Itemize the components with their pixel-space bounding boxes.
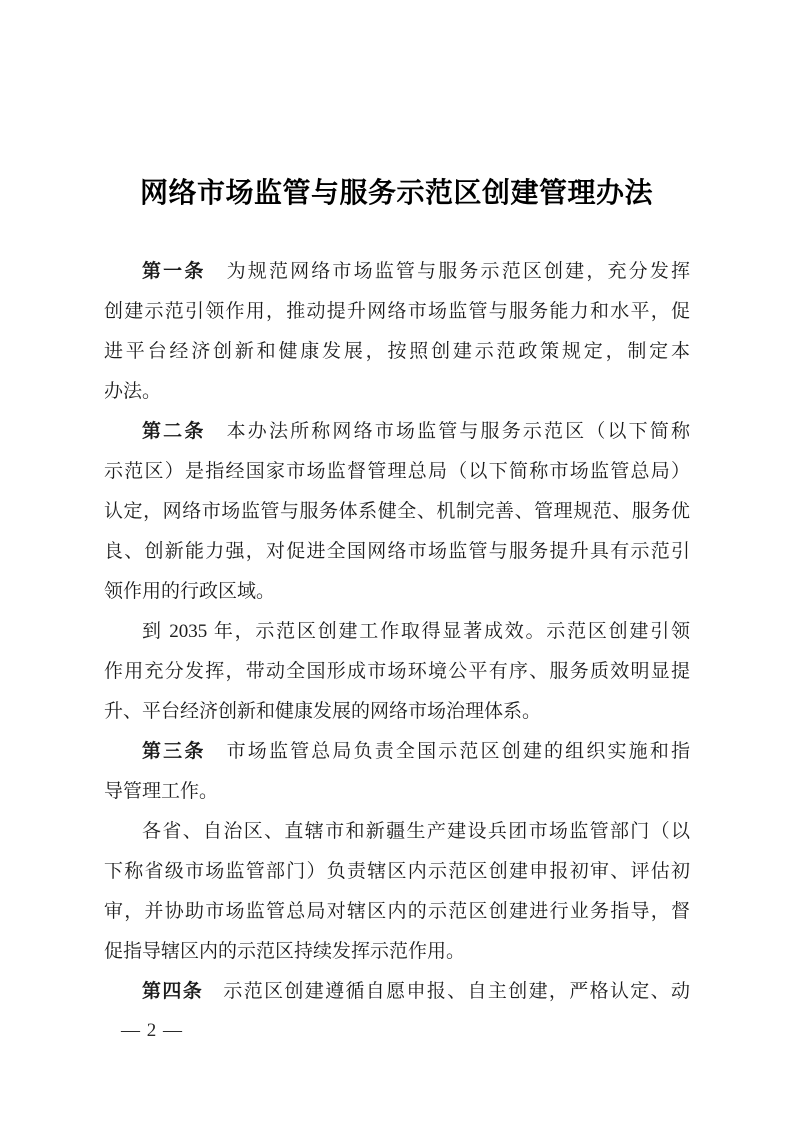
document-body [104,252,690,1012]
paragraph-line [104,372,690,412]
line-text: 本办法所称网络市场监管与服务示范区（以下简称 [205,421,690,442]
line-text: 下称省级市场监管部门）负责辖区内示范区创建申报初审、评估初 [104,861,690,882]
paragraph-line [104,852,690,892]
paragraph-line [104,572,690,612]
paragraph-line [104,692,690,732]
page-number: — 2 — [121,1020,183,1041]
paragraph-first-line [104,252,690,292]
line-text: 良、创新能力强，对促进全国网络市场监管与服务提升具有示范引 [104,541,690,562]
line-text: 升、平台经济创新和健康发展的网络市场治理体系。 [104,701,542,722]
paragraph-line [104,492,690,532]
paragraph-first-line [104,412,690,452]
paragraph-first-line [104,612,690,652]
line-text: 领作用的行政区域。 [104,581,276,602]
paragraph-first-line [104,972,690,1012]
paragraph-line [104,772,690,812]
article-number: 第二条 [142,421,206,442]
line-text: 促指导辖区内的示范区持续发挥示范作用。 [104,941,466,962]
line-text: 导管理工作。 [104,781,219,802]
line-text: 到 2035 年，示范区创建工作取得显著成效。示范区创建引领 [142,621,690,642]
document-title: 网络市场监管与服务示范区创建管理办法 [139,178,653,209]
paragraph-line [104,452,690,492]
line-text: 认定，网络市场监管与服务体系健全、机制完善、管理规范、服务优 [104,501,690,522]
article-number: 第四条 [142,981,204,1002]
article-number: 第一条 [142,261,206,282]
line-text: 市场监管总局负责全国示范区创建的组织实施和指 [205,741,690,762]
paragraph-line [104,532,690,572]
paragraph-line [104,932,690,972]
line-text: 各省、自治区、直辖市和新疆生产建设兵团市场监管部门（以 [142,821,690,842]
paragraph-first-line [104,812,690,852]
paragraph-line [104,652,690,692]
line-text: 为规范网络市场监管与服务示范区创建，充分发挥 [205,261,690,282]
line-text: 示范区创建遵循自愿申报、自主创建，严格认定、动 [203,981,690,1002]
paragraph-line [104,292,690,332]
line-text: 作用充分发挥，带动全国形成市场环境公平有序、服务质效明显提 [104,661,690,682]
article-number: 第三条 [142,741,206,762]
paragraph-line [104,892,690,932]
line-text: 审，并协助市场监管总局对辖区内的示范区创建进行业务指导，督 [104,901,690,922]
line-text: 创建示范引领作用，推动提升网络市场监管与服务能力和水平，促 [104,301,690,322]
line-text: 示范区）是指经国家市场监督管理总局（以下简称市场监管总局） [104,461,690,482]
line-text: 进平台经济创新和健康发展，按照创建示范政策规定，制定本 [104,341,690,362]
paragraph-first-line [104,732,690,772]
line-text: 办法。 [104,381,162,402]
paragraph-line [104,332,690,372]
